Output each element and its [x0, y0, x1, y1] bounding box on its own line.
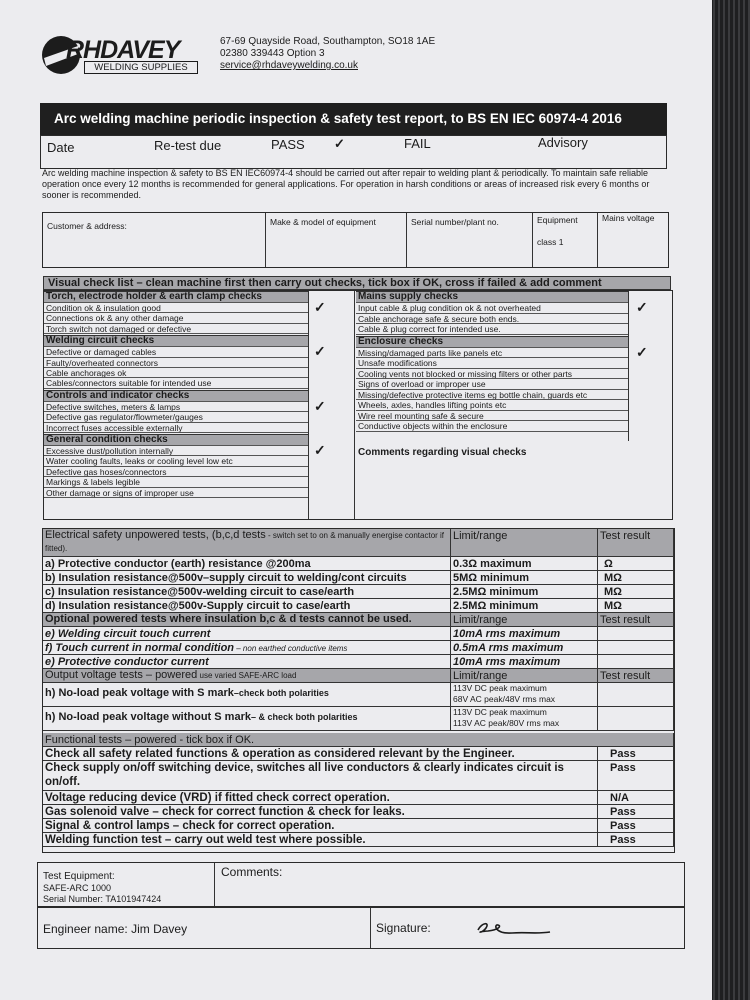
left-group-title: General condition checks: [44, 434, 308, 446]
left-check-tick-icon[interactable]: ✓: [314, 343, 326, 360]
right-group-title: Mains supply checks: [356, 291, 628, 303]
output-test-name: h) No-load peak voltage without S mark: [45, 711, 251, 723]
advisory-label: Advisory: [538, 135, 588, 150]
intro-paragraph: Arc welding machine inspection & safety to BS EN IEC60974-4 should be carried out after repair to welding plant & periodically. To maintain safe reliable operation once every 12 months is recommended for general applications. For operation in harsh conditions or areas of increased risk every 6 months or sooner is recommended.: [42, 168, 650, 200]
left-check-item: Defective or damaged cables: [44, 347, 308, 357]
functional-test-name: Welding function test – carry out weld test where possible.: [43, 833, 598, 847]
mains-voltage-label: Mains voltage: [602, 213, 655, 223]
right-check-item: Unsafe modifications: [356, 358, 628, 369]
output-result-label: Test result: [598, 669, 674, 683]
visual-comments-label: Comments regarding visual checks: [358, 447, 527, 458]
left-check-tick-icon[interactable]: ✓: [314, 299, 326, 315]
left-check-item: Connections ok & any other damage: [44, 313, 308, 323]
electrical-result-label: Test result: [598, 529, 674, 557]
company-logo: [40, 34, 200, 76]
left-check-tick-icon[interactable]: ✓: [314, 397, 326, 414]
electrical-note: - switch set to on & manually energise contactor if fitted).: [45, 531, 445, 553]
electrical-limit-label: Limit/range: [451, 529, 598, 557]
optional-result-field[interactable]: [598, 627, 674, 641]
fail-label: FAIL: [404, 136, 431, 151]
output-limit-dc: 113V DC peak maximum: [453, 683, 547, 693]
visual-checks-header: [43, 276, 671, 290]
left-check-item: Defective switches, meters & lamps: [44, 402, 308, 412]
functional-result-field[interactable]: Pass: [598, 747, 674, 761]
output-limit-ac: 68V AC peak/48V rms max: [453, 694, 556, 704]
customer-box: [42, 212, 669, 268]
output-test-note: –check both polarities: [233, 688, 329, 698]
electrical-test-name: d) Insulation resistance@500v-Supply circuit to case/earth: [43, 599, 451, 613]
output-title: Output voltage tests – powered: [45, 669, 198, 681]
serial-label: Serial number/plant no.: [411, 217, 499, 227]
signature-label: Signature:: [376, 921, 431, 935]
test-equipment-box: [37, 862, 685, 907]
functional-result-field[interactable]: Pass: [598, 819, 674, 833]
comments-label: Comments:: [221, 865, 283, 879]
functional-result-field[interactable]: Pass: [598, 761, 674, 791]
electrical-limit: 2.5MΩ minimum: [451, 599, 598, 613]
electrical-limit: 5MΩ minimum: [451, 571, 598, 585]
output-limit: [451, 683, 598, 707]
left-check-item: Markings & labels legible: [44, 477, 308, 487]
optional-test-row: [43, 655, 451, 669]
date-label: Date: [47, 140, 75, 155]
electrical-result-field[interactable]: MΩ: [598, 585, 674, 599]
output-test-row: [43, 683, 451, 707]
right-mark-divider: [628, 291, 629, 441]
right-check-item: Cooling vents not blocked or missing filters or other parts: [356, 369, 628, 380]
report-title-bar: [40, 103, 667, 135]
output-result-field[interactable]: [598, 707, 674, 731]
optional-result-label: Test result: [598, 613, 674, 627]
visual-checks-box: [43, 290, 673, 520]
electrical-result-field[interactable]: MΩ: [598, 571, 674, 585]
optional-test-name: e) Welding circuit touch current: [45, 628, 211, 640]
left-check-item: Defective gas hoses/connectors: [44, 467, 308, 477]
right-check-tick-icon[interactable]: ✓: [636, 343, 648, 360]
center-divider: [354, 291, 355, 519]
functional-test-name: Voltage reducing device (VRD) if fitted check correct operation.: [43, 791, 598, 805]
functional-result-field[interactable]: Pass: [598, 805, 674, 819]
optional-result-field[interactable]: [598, 641, 674, 655]
optional-limit: 10mA rms maximum: [451, 627, 598, 641]
left-group-title: Welding circuit checks: [44, 335, 308, 347]
logo-wordmark: RHDAVEY: [66, 36, 180, 64]
functional-result-field[interactable]: N/A: [598, 791, 674, 805]
test-equipment-label: Test Equipment:: [43, 871, 115, 882]
right-group-title: Enclosure checks: [356, 336, 628, 348]
output-note: use varied SAFE-ARC load: [197, 671, 297, 680]
left-check-item: Incorrect fuses accessible externally: [44, 423, 308, 433]
pass-label: PASS: [271, 137, 305, 152]
signature-image: [468, 914, 558, 944]
visual-checks-title: Visual check list – clean machine first then carry out checks, tick box if OK, cross if failed & add comment: [48, 277, 602, 289]
company-address: 67-69 Quayside Road, Southampton, SO18 1AE: [220, 36, 436, 47]
electrical-test-name: c) Insulation resistance@500v-welding circuit to case/earth: [43, 585, 451, 599]
company-email-link[interactable]: service@rhdaveywelding.co.uk: [220, 60, 358, 71]
left-check-item: Water cooling faults, leaks or cooling level low etc: [44, 456, 308, 466]
engineer-label: Engineer name:: [43, 922, 128, 936]
test-equipment-value: SAFE-ARC 1000: [43, 883, 112, 893]
electrical-test-name: b) Insulation resistance@500v–supply circuit to welding/cont circuits: [43, 571, 451, 585]
right-check-item: Missing/defective protective items eg bottle chain, guards etc: [356, 390, 628, 401]
left-mark-divider: [308, 291, 309, 519]
optional-test-row: [43, 627, 451, 641]
electrical-result-field[interactable]: Ω: [598, 557, 674, 571]
logo-subtitle: WELDING SUPPLIES: [84, 61, 198, 74]
left-check-item: Other damage or signs of improper use: [44, 488, 308, 498]
right-check-item: Cable anchorage safe & secure both ends.: [356, 314, 628, 325]
right-check-item: Wheels, axles, handles lifting points etc: [356, 400, 628, 411]
functional-test-name: Check supply on/off switching device, switches all live conductors & clearly indicates circuit is on/off.: [43, 761, 598, 791]
optional-limit: 10mA rms maximum: [451, 655, 598, 669]
engineer-name: Jim Davey: [131, 922, 188, 936]
equipment-label: Equipment: [537, 215, 578, 225]
company-phone: 02380 339443 Option 3: [220, 48, 325, 59]
functional-test-name: Check all safety related functions & operation as considered relevant by the Engineer.: [43, 747, 598, 761]
functional-result-field[interactable]: Pass: [598, 833, 674, 847]
output-limit-dc: 113V DC peak maximum: [453, 707, 547, 717]
optional-title: Optional powered tests where insulation b,c & d tests cannot be used.: [45, 613, 412, 625]
serial-number-label: Serial Number:: [43, 894, 104, 904]
left-check-item: Torch switch not damaged or defective: [44, 324, 308, 334]
optional-test-note: – non earthed conductive items: [234, 644, 348, 653]
electrical-limit: 2.5MΩ minimum: [451, 585, 598, 599]
optional-limit-label: Limit/range: [451, 613, 598, 627]
output-limit-label: Limit/range: [451, 669, 598, 683]
left-check-item: Excessive dust/pollution internally: [44, 446, 308, 456]
report-title: Arc welding machine periodic inspection & safety test report, to BS EN IEC 60974-4 2016: [54, 111, 622, 126]
left-group-title: Torch, electrode holder & earth clamp checks: [44, 291, 308, 303]
right-check-tick-icon[interactable]: ✓: [636, 299, 648, 315]
electrical-result-field[interactable]: MΩ: [598, 599, 674, 613]
right-check-item: Input cable & plug condition ok & not overheated: [356, 303, 628, 314]
output-test-name: h) No-load peak voltage with S mark: [45, 687, 234, 699]
functional-test-name: Gas solenoid valve – check for correct function & check for leaks.: [43, 805, 598, 819]
left-group-title: Controls and indicator checks: [44, 390, 308, 402]
pass-tick-icon[interactable]: ✓: [334, 136, 345, 151]
optional-header: [43, 613, 451, 627]
retest-label: Re-test due: [154, 138, 222, 153]
electrical-header: [43, 529, 451, 557]
right-check-item: Conductive objects within the enclosure: [356, 421, 628, 432]
electrical-title: Electrical safety unpowered tests, (b,c,d tests: [45, 529, 266, 541]
output-test-row: [43, 707, 451, 731]
output-test-note: – & check both polarities: [250, 712, 358, 722]
left-check-item: Cable anchorages ok: [44, 368, 308, 378]
equipment-class: class 1: [537, 237, 564, 247]
functional-test-name: Signal & control lamps – check for correct operation.: [43, 819, 598, 833]
electrical-limit: 0.3Ω maximum: [451, 557, 598, 571]
left-check-item: Cables/connectors suitable for intended use: [44, 378, 308, 388]
electrical-tests-table: [42, 528, 675, 853]
engineer-box: [37, 907, 685, 949]
optional-result-field[interactable]: [598, 655, 674, 669]
left-check-item: Condition ok & insulation good: [44, 303, 308, 313]
optional-test-name: e) Protective conductor current: [45, 656, 209, 668]
right-check-item: Signs of overload or improper use: [356, 379, 628, 390]
right-check-item: Wire reel mounting safe & secure: [356, 411, 628, 422]
make-model-label: Make & model of equipment: [270, 217, 376, 227]
functional-header: Functional tests – powered - tick box if OK.: [43, 733, 674, 747]
output-result-field[interactable]: [598, 683, 674, 707]
optional-test-name: f) Touch current in normal condition: [45, 642, 235, 654]
output-header: [43, 669, 451, 683]
left-check-item: Faulty/overheated connectors: [44, 358, 308, 368]
right-check-item: Missing/damaged parts like panels etc: [356, 348, 628, 359]
left-check-item: Defective gas regulator/flowmeter/gauges: [44, 412, 308, 422]
serial-number-value: TA101947424: [105, 894, 162, 904]
status-row: [40, 135, 667, 169]
electrical-test-name: a) Protective conductor (earth) resistance @200ma: [43, 557, 451, 571]
optional-limit: 0.5mA rms maximum: [451, 641, 598, 655]
output-limit: [451, 707, 598, 731]
left-check-tick-icon[interactable]: ✓: [314, 442, 326, 458]
optional-test-row: [43, 641, 451, 655]
output-limit-ac: 113V AC peak/80V rms max: [453, 718, 560, 728]
customer-address-label: Customer & address:: [47, 221, 127, 231]
right-check-item: Cable & plug correct for intended use.: [356, 324, 628, 335]
